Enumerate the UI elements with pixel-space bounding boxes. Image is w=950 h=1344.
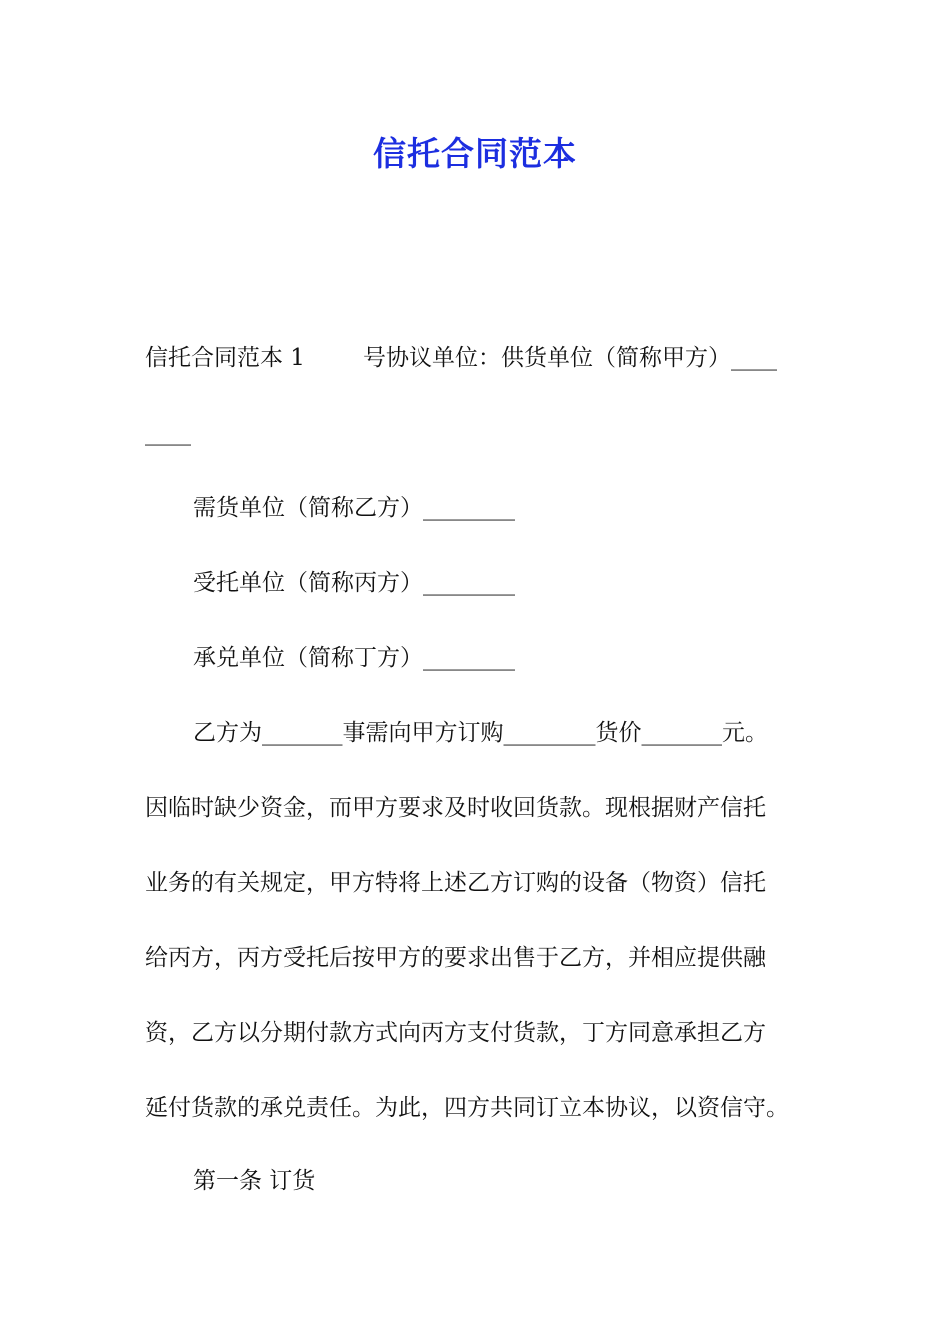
header-line-part2: 号协议单位：供货单位（简称甲方）____: [362, 345, 777, 371]
body-line: 因临时缺少资金，而甲方要求及时收回货款。现根据财产信托: [145, 795, 766, 821]
header-line: [145, 343, 777, 373]
body-line: 给丙方，丙方受托后按甲方的要求出售于乙方，并相应提供融: [145, 945, 766, 971]
party-b-line: 需货单位（简称乙方）________: [193, 495, 515, 521]
body-line: 乙方为_______事需向甲方订购________货价_______元。: [193, 720, 768, 746]
header-line-part1: 信托合同范本 1: [145, 345, 305, 371]
article-heading: 第一条 订货: [193, 1168, 316, 1194]
party-c-line: 受托单位（简称丙方）________: [193, 570, 515, 596]
document-title: 信托合同范本: [373, 134, 577, 173]
body-line: 业务的有关规定，甲方特将上述乙方订购的设备（物资）信托: [145, 870, 766, 896]
body-line: ____: [145, 420, 191, 446]
party-d-line: 承兑单位（简称丁方）________: [193, 645, 515, 671]
body-line: 资，乙方以分期付款方式向丙方支付货款，丁方同意承担乙方: [145, 1020, 766, 1046]
body-line: 延付货款的承兑责任。为此，四方共同订立本协议，以资信守。: [145, 1095, 789, 1121]
